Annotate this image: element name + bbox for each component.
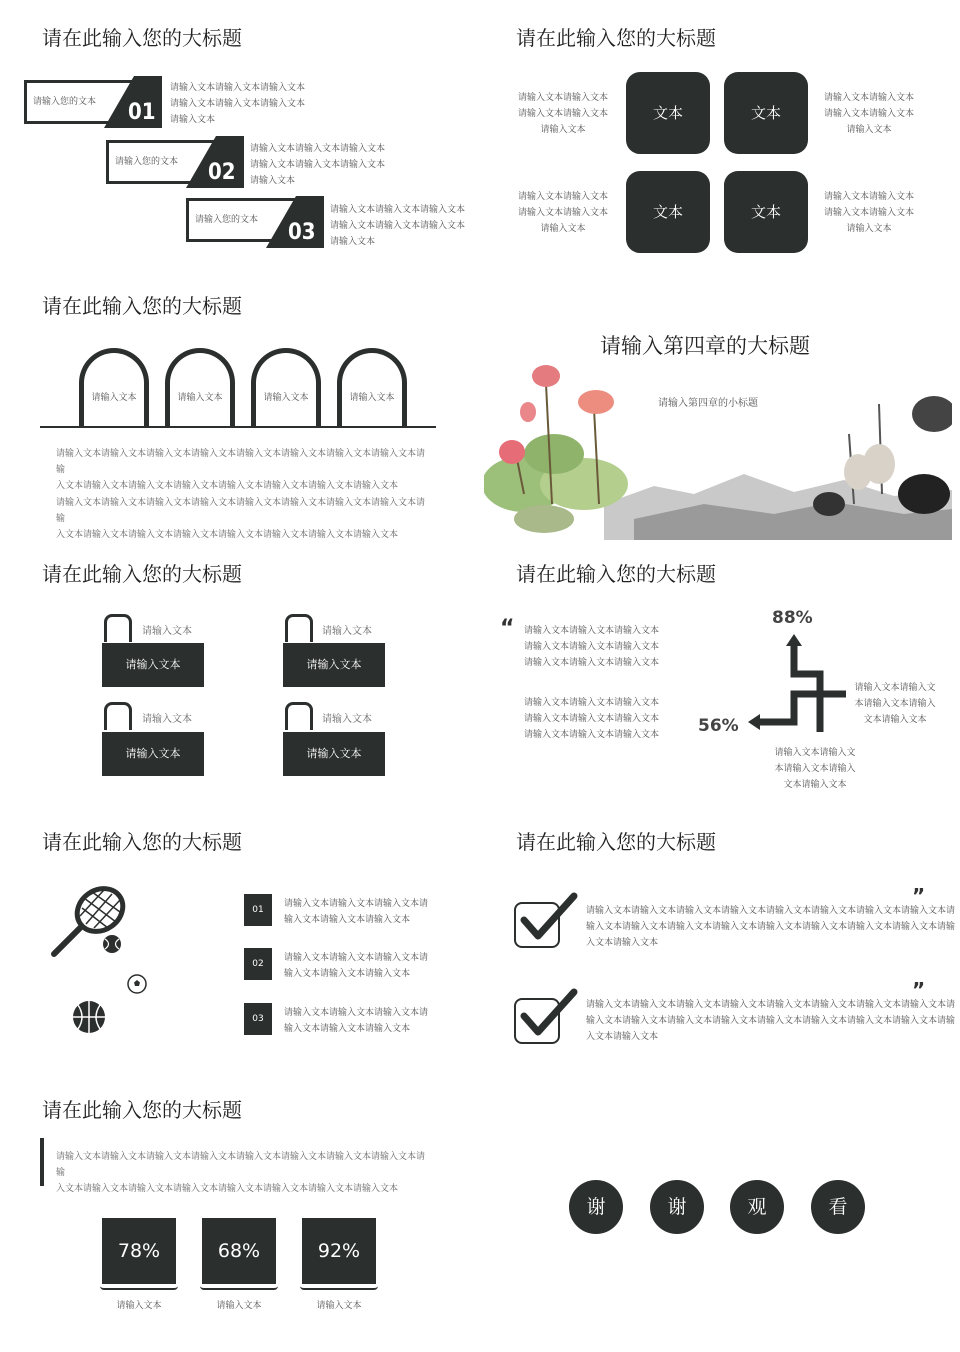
side-text: 请输入文本请输入文本 请输入文本请输入文本 请输入文本 <box>517 93 608 135</box>
page-title: 请在此输入您的大标题 <box>516 562 716 586</box>
tennis-ball-icon <box>102 934 122 954</box>
paragraph: 请输入文本请输入文本请输入文本请输入文本请输入文本请输入文本请输入文本请输入文本请输 入文本请输入文本请输入文本请输入文本请输入文本请输入文本请输入文本请输入文本 <box>56 1152 426 1194</box>
side-text: 请输入文本请输入文本 请输入文本请输入文本 请输入文本 <box>823 192 914 234</box>
chapter-title: 请输入第四章的大标题 <box>600 334 810 358</box>
item-description: 请输入文本请输入文本请输入文本 请输入文本请输入文本请输入文本 请输入文本 <box>330 205 466 247</box>
stat-tile: 78% <box>102 1218 176 1284</box>
arch-label: 请输入文本 <box>177 393 223 403</box>
right-text: 请输入文本请输入文 本请输入文本请输入 文本请输入文本 <box>854 683 936 725</box>
book-base <box>300 1286 378 1290</box>
arch <box>79 348 149 428</box>
page-title: 请在此输入您的大标题 <box>516 830 716 854</box>
text-box: 请输入您的文本 <box>186 198 296 242</box>
stat-tile: 68% <box>202 1218 276 1284</box>
side-text: 请输入文本请输入文本 请输入文本请输入文本 请输入文本 <box>517 192 608 234</box>
side-text: 请输入文本请输入文本 请输入文本请输入文本 请输入文本 <box>823 93 914 135</box>
text-tile: 文本 <box>626 72 710 154</box>
quote-text: 请输入文本请输入文本请输入文本 请输入文本请输入文本请输入文本 请输入文本请输入文本请输入文本 <box>524 698 660 740</box>
page-title: 请在此输入您的大标题 <box>516 26 716 50</box>
card: 请输入文本 <box>283 643 385 687</box>
paragraph: 请输入文本请输入文本请输入文本请输入文本请输入文本请输入文本请输入文本请输入文本请输 入文本请输入文本请输入文本请输入文本请输入文本请输入文本请输入文本请输入文本 <box>56 498 426 540</box>
book-base <box>200 1286 278 1290</box>
arch <box>337 348 407 428</box>
page-title: 请在此输入您的大标题 <box>42 562 242 586</box>
card: 请输入文本 <box>283 732 385 776</box>
number-badge: 02 <box>244 948 272 980</box>
page-title: 请在此输入您的大标题 <box>42 294 242 318</box>
meeting-icon <box>104 702 132 730</box>
quote-mark-icon: “ <box>500 616 515 641</box>
accent-bar <box>40 1138 44 1186</box>
arch-label: 请输入文本 <box>349 393 395 403</box>
thanks-char: 谢 <box>650 1180 704 1234</box>
card-caption: 请输入文本 <box>322 626 372 637</box>
item-description: 请输入文本请输入文本请输入文本请 输入文本请输入文本请输入文本 <box>284 1008 429 1034</box>
person-icon <box>285 614 313 642</box>
checkmark-icon <box>516 988 578 1040</box>
location-icon <box>104 614 132 642</box>
page-title: 请在此输入您的大标题 <box>42 1098 242 1122</box>
quote-mark-icon: ” <box>912 884 926 908</box>
arch-label: 请输入文本 <box>263 393 309 403</box>
number-badge: 03 <box>244 1003 272 1035</box>
text-tile: 文本 <box>626 171 710 253</box>
check-text: 请输入文本请输入文本请输入文本请输入文本请输入文本请输入文本请输入文本请输入文本请 输入文本请输入文本请输入文本请输入文本请输入文本请输入文本请输入文本请输入文本请输 入文本请输入文本 <box>586 1000 956 1042</box>
thanks-char: 谢 <box>569 1180 623 1234</box>
card: 请输入文本 <box>102 732 204 776</box>
item-description: 请输入文本请输入文本请输入文本请 输入文本请输入文本请输入文本 <box>284 899 429 925</box>
stat-label: 请输入文本 <box>116 1301 162 1311</box>
arch <box>165 348 235 428</box>
chapter-subtitle: 请输入第四章的小标题 <box>658 398 758 409</box>
card-caption: 请输入文本 <box>322 714 372 725</box>
page-title: 请在此输入您的大标题 <box>42 26 242 50</box>
watch-char: 观 <box>730 1180 784 1234</box>
arch <box>251 348 321 428</box>
number-label: 03 <box>288 220 316 245</box>
card-caption: 请输入文本 <box>142 626 192 637</box>
text-box: 请输入您的文本 <box>106 140 216 184</box>
ink-landscape-illustration <box>484 354 952 540</box>
card-caption: 请输入文本 <box>142 714 192 725</box>
book-base <box>100 1286 178 1290</box>
bottom-text: 请输入文本请输入文 本请输入文本请输入 文本请输入文本 <box>774 748 856 790</box>
percent-high: 88% <box>772 608 813 628</box>
text-box: 请输入您的文本 <box>24 80 134 124</box>
watch-char: 看 <box>811 1180 865 1234</box>
stat-tile: 92% <box>302 1218 376 1284</box>
basketball-icon <box>72 1000 106 1034</box>
text-tile: 文本 <box>724 171 808 253</box>
number-label: 01 <box>128 100 156 125</box>
item-description: 请输入文本请输入文本请输入文本请 输入文本请输入文本请输入文本 <box>284 953 429 979</box>
checkmark-icon <box>516 892 578 944</box>
page-title: 请在此输入您的大标题 <box>42 830 242 854</box>
arch-label: 请输入文本 <box>91 393 137 403</box>
quote-mark-icon: ” <box>912 978 926 1002</box>
number-label: 02 <box>208 160 236 185</box>
stat-label: 请输入文本 <box>316 1301 362 1311</box>
item-description: 请输入文本请输入文本请输入文本 请输入文本请输入文本请输入文本 请输入文本 <box>170 83 306 125</box>
soccer-ball-icon <box>127 974 147 994</box>
percent-low: 56% <box>698 716 739 736</box>
item-description: 请输入文本请输入文本请输入文本 请输入文本请输入文本请输入文本 请输入文本 <box>250 144 386 186</box>
paragraph: 请输入文本请输入文本请输入文本请输入文本请输入文本请输入文本请输入文本请输入文本请输 入文本请输入文本请输入文本请输入文本请输入文本请输入文本请输入文本请输入文本 <box>56 449 426 491</box>
check-text: 请输入文本请输入文本请输入文本请输入文本请输入文本请输入文本请输入文本请输入文本请 输入文本请输入文本请输入文本请输入文本请输入文本请输入文本请输入文本请输入文本请输 入文本请输入文本 <box>586 906 956 948</box>
group-icon <box>285 702 313 730</box>
text-tile: 文本 <box>724 72 808 154</box>
number-badge: 01 <box>244 894 272 926</box>
stat-label: 请输入文本 <box>216 1301 262 1311</box>
card: 请输入文本 <box>102 643 204 687</box>
step-arrows-icon <box>744 634 854 734</box>
quote-text: 请输入文本请输入文本请输入文本 请输入文本请输入文本请输入文本 请输入文本请输入文本请输入文本 <box>524 626 660 668</box>
baseline <box>40 426 436 428</box>
